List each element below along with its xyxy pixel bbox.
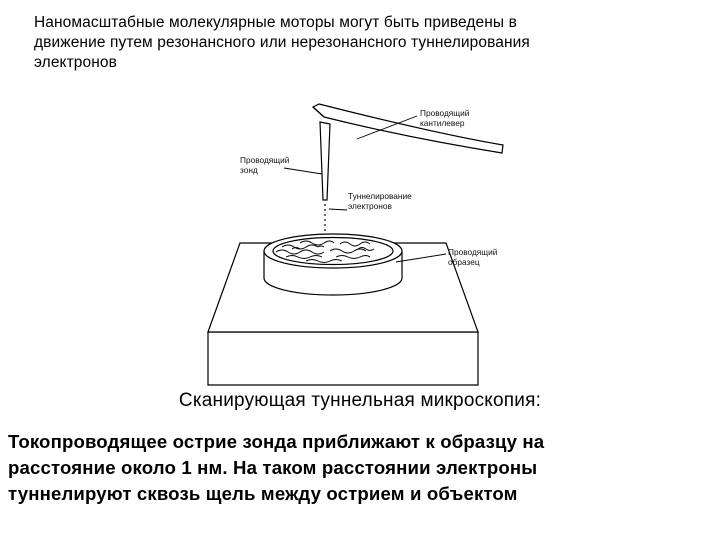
sample-cylinder [264, 234, 402, 295]
body-line: расстояние около 1 нм. На таком расстоянии электроны [8, 457, 538, 478]
cantilever [313, 104, 503, 153]
header-line: Наномасштабные молекулярные моторы могут быть приведены в [34, 14, 517, 31]
sample-label: Проводящий образец [448, 247, 498, 267]
body-text [8, 429, 720, 507]
body-line: Токопроводящее острие зонда приближают к образцу на [8, 431, 545, 452]
header-line: движение путем резонансного или нерезонансного туннелирования [34, 34, 530, 51]
tunneling-label: Туннелирование электронов [348, 191, 412, 211]
header-line: электронов [34, 54, 117, 71]
body-line: туннелируют сквозь щель между острием и объектом [8, 483, 518, 504]
caption: Сканирующая туннельная микроскопия: [178, 390, 542, 411]
probe-tip [320, 122, 330, 200]
tunneling-dots [324, 204, 326, 231]
cantilever-label: Проводящий кантилевер [420, 108, 470, 128]
probe-label: Проводящий зонд [240, 155, 290, 175]
